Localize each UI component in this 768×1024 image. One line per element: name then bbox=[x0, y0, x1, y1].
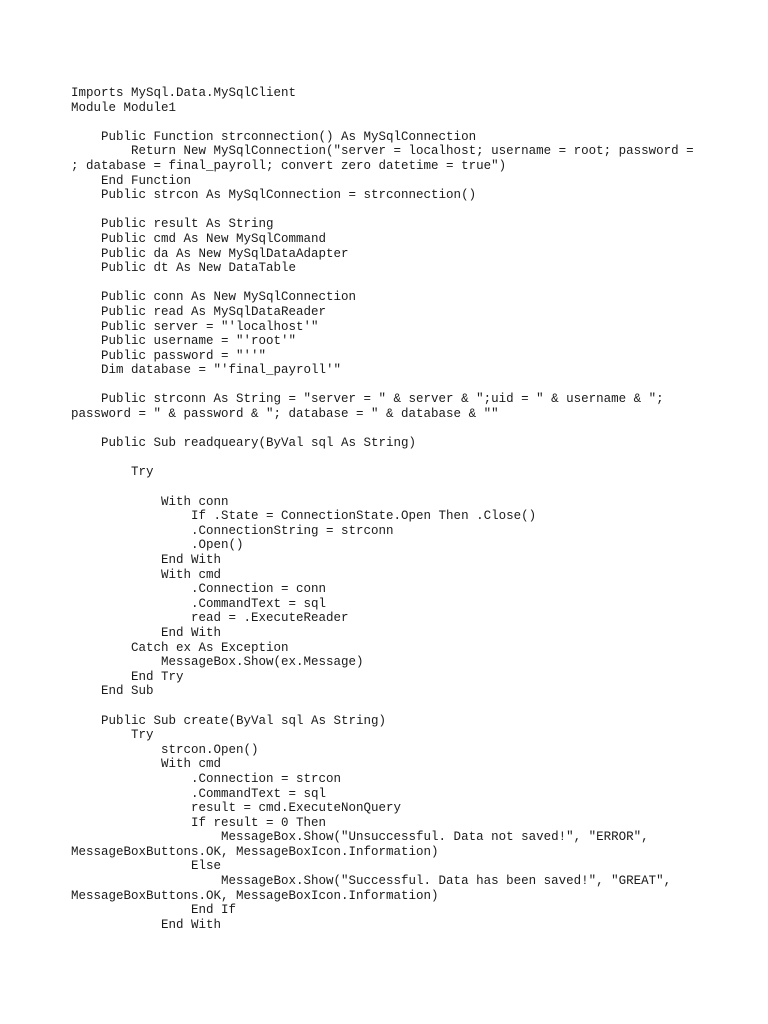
code-line: Public conn As New MySqlConnection bbox=[71, 290, 357, 305]
code-line: MessageBoxButtons.OK, MessageBoxIcon.Information) bbox=[71, 844, 439, 859]
code-line: Public server = "'localhost'" bbox=[71, 319, 319, 334]
blank-line bbox=[71, 276, 731, 291]
blank-line bbox=[71, 378, 731, 393]
code-line: ; database = final_payroll; convert zero datetime = true") bbox=[71, 158, 507, 173]
code-line: MessageBox.Show("Successful. Data has been saved!", "GREAT", bbox=[71, 874, 672, 889]
code-line: End If bbox=[71, 903, 237, 918]
code-line: End With bbox=[71, 625, 222, 640]
blank-line bbox=[71, 203, 731, 218]
code-line: With conn bbox=[71, 494, 229, 509]
code-line: read = .ExecuteReader bbox=[71, 611, 349, 626]
code-line: With cmd bbox=[71, 757, 222, 772]
code-line: Public strcon As MySqlConnection = strconnection() bbox=[71, 188, 477, 203]
code-line: Catch ex As Exception bbox=[71, 640, 289, 655]
code-line: strcon.Open() bbox=[71, 742, 259, 757]
code-line: Module Module1 bbox=[71, 100, 177, 115]
code-line: End With bbox=[71, 553, 222, 567]
code-line: Public Sub readqueary(ByVal sql As String) bbox=[71, 436, 417, 451]
blank-line bbox=[71, 115, 731, 130]
code-line: Public username = "'root'" bbox=[71, 334, 297, 349]
code-line: Public Function strconnection() As MySqlConnection bbox=[71, 129, 477, 144]
code-line: If .State = ConnectionState.Open Then .Close() bbox=[71, 509, 537, 524]
code-line: .CommandText = sql bbox=[71, 786, 327, 801]
code-line: Else bbox=[71, 859, 222, 874]
code-line: .ConnectionString = strconn bbox=[71, 523, 394, 538]
code-line: Return New MySqlConnection("server = localhost; username = root; password = bbox=[71, 144, 694, 159]
blank-line bbox=[71, 699, 731, 714]
code-line: .Connection = conn bbox=[71, 582, 327, 597]
code-line: Try bbox=[71, 465, 154, 480]
code-line: Dim database = "'final_payroll'" bbox=[71, 363, 342, 378]
code-line: password = " & password & "; database = " & database & "" bbox=[71, 407, 499, 422]
code-line: Public da As New MySqlDataAdapter bbox=[71, 246, 349, 261]
code-line: .CommandText = sql bbox=[71, 596, 327, 611]
code-line: .Open() bbox=[71, 538, 244, 553]
code-line: With cmd bbox=[71, 567, 222, 582]
code-line: MessageBox.Show("Unsuccessful. Data not saved!", "ERROR", bbox=[71, 830, 649, 845]
blank-line bbox=[71, 451, 731, 466]
code-line: Public result As String bbox=[71, 217, 274, 232]
code-line: Public password = "''" bbox=[71, 348, 267, 363]
blank-line bbox=[71, 422, 731, 437]
code-line: End Sub bbox=[71, 684, 154, 699]
code-line: Public cmd As New MySqlCommand bbox=[71, 231, 327, 246]
code-line: Public strconn As String = "server = " & server & ";uid = " & username & "; bbox=[71, 392, 664, 407]
code-line: Try bbox=[71, 728, 154, 743]
code-line: End Try bbox=[71, 669, 184, 684]
code-line: End With bbox=[71, 917, 222, 932]
code-line: Public dt As New DataTable bbox=[71, 261, 297, 276]
code-line: MessageBoxButtons.OK, MessageBoxIcon.Information) bbox=[71, 888, 439, 903]
code-line: Public Sub create(ByVal sql As String) bbox=[71, 713, 387, 728]
code-line: If result = 0 Then bbox=[71, 815, 327, 830]
blank-line bbox=[71, 480, 731, 495]
code-line: End Function bbox=[71, 173, 192, 188]
code-line: .Connection = strcon bbox=[71, 771, 342, 786]
code-line: Imports MySql.Data.MySqlClient bbox=[71, 86, 297, 100]
code-listing bbox=[71, 86, 731, 932]
code-line: MessageBox.Show(ex.Message) bbox=[71, 655, 364, 670]
code-line: Public read As MySqlDataReader bbox=[71, 304, 327, 319]
code-line: result = cmd.ExecuteNonQuery bbox=[71, 801, 402, 816]
